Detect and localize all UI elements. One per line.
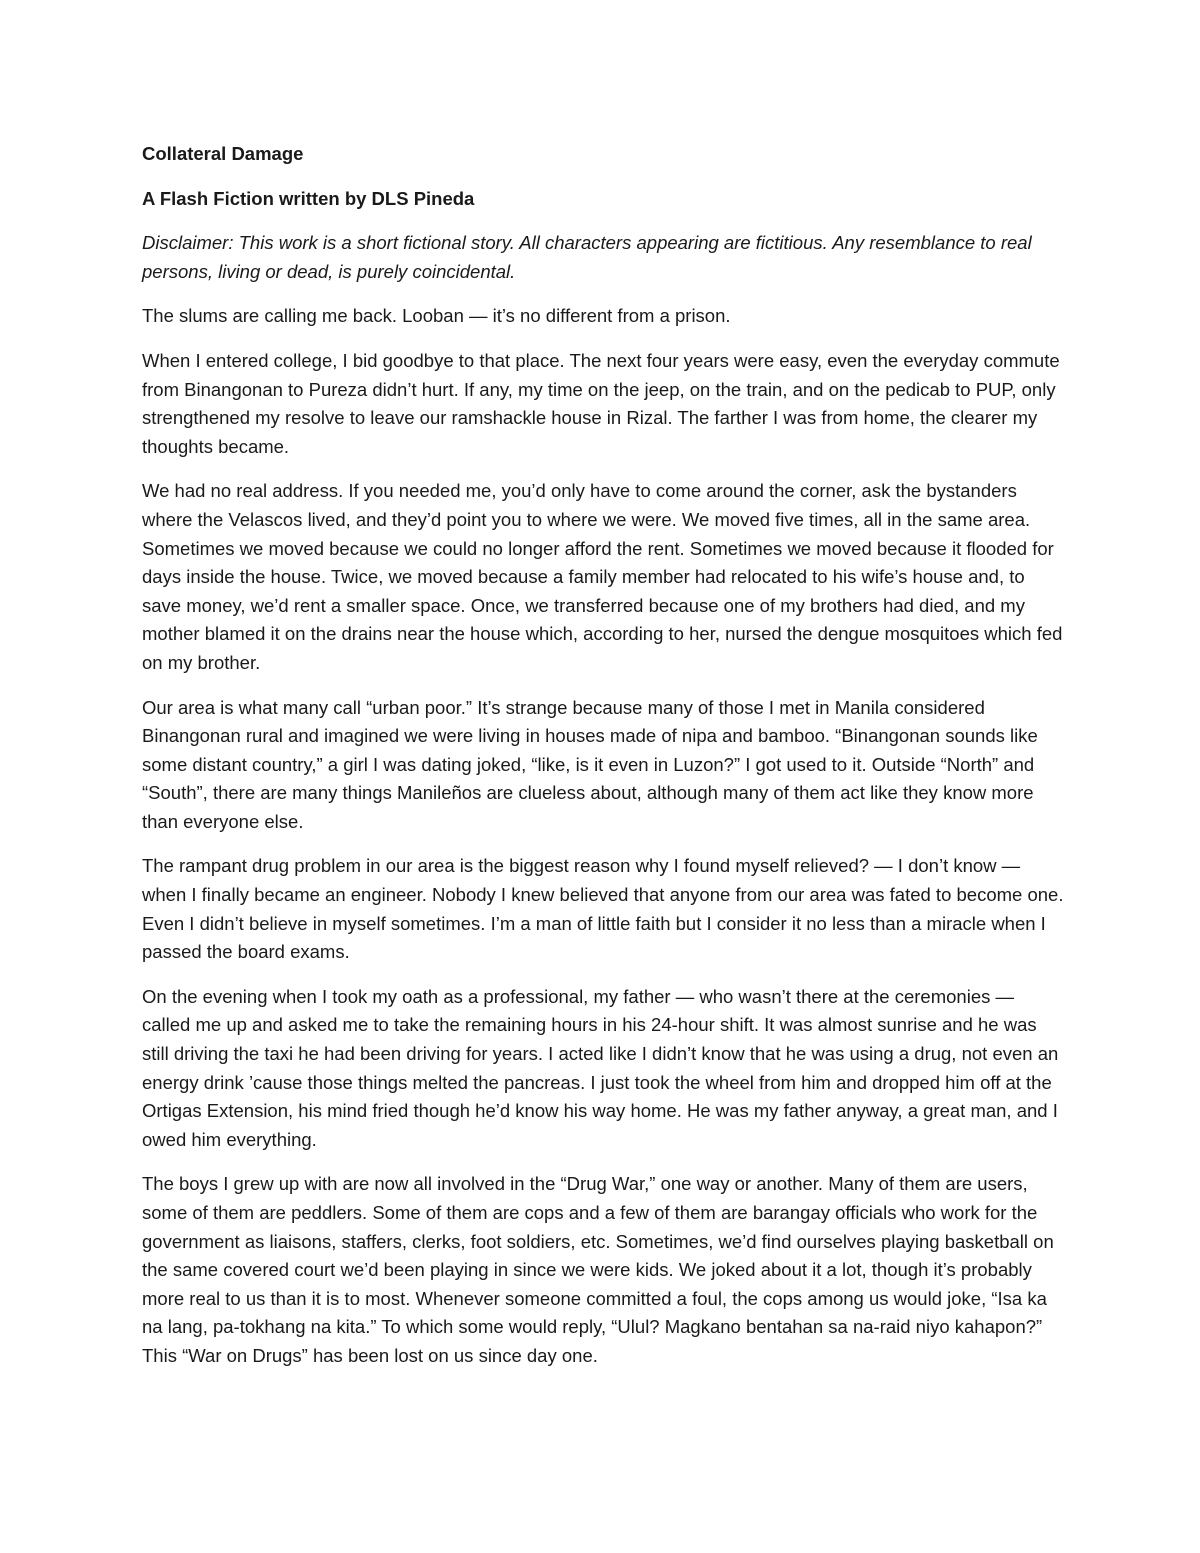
document-title: Collateral Damage [142,143,304,164]
paragraph-1: The slums are calling me back. Looban — it’s no different from a prison. [142,305,731,327]
document-page [142,140,1066,1387]
document-subtitle: A Flash Fiction written by DLS Pineda [142,187,475,209]
paragraph-4: Our area is what many call “urban poor.” It’s strange because many of those I met in Manila considered Binangonan rural and imagined we were living in houses made of nipa and bamboo. “Binangonan sounds like some distant country,” a girl I was dating joked, “like, is it even in Luzon?” I got used to it. Outside “North” and “South”, there are many things Manileños are clueless about, although many of them act like they know more than everyone else. [142,696,1038,832]
paragraph-2: When I entered college, I bid goodbye to that place. The next four years were easy, even the everyday commute from Binangonan to Pureza didn’t hurt. If any, my time on the jeep, on the train, and on the pedicab to PUP, only strengthened my resolve to leave our ramshackle house in Rizal. The farther I was from home, the clearer my thoughts became. [142,349,1060,457]
paragraph-5: The rampant drug problem in our area is the biggest reason why I found myself relieved? — I don’t know — when I finally became an engineer. Nobody I knew believed that anyone from our area was fated to become one. Even I didn’t believe in myself sometimes. I’m a man of little faith but I consider it no less than a miracle when I passed the board exams. [142,855,1064,963]
disclaimer-text: Disclaimer: This work is a short fictional story. All characters appearing are fictitious. Any resemblance to real persons, living or dead, is purely coincidental. [142,232,1032,282]
paragraph-3: We had no real address. If you needed me, you’d only have to come around the corner, ask the bystanders where the Velascos lived, and they’d point you to where we were. We moved five times, all in the same area. Sometimes we moved because we could no longer afford the rent. Sometimes we moved because it flooded for days inside the house. Twice, we moved because a family member had relocated to his wife’s house and, to save money, we’d rent a smaller space. Once, we transferred because one of my brothers had died, and my mother blamed it on the drains near the house which, according to her, nursed the dengue mosquitoes which fed on my brother. [142,480,1063,673]
paragraph-7: The boys I grew up with are now all involved in the “Drug War,” one way or another. Many of them are users, some of them are peddlers. Some of them are cops and a few of them are barangay officials who work for the government as liaisons, staffers, clerks, foot soldiers, etc. Sometimes, we’d find ourselves playing basketball on the same covered court we’d been playing in since we were kids. We joked about it a lot, though it’s probably more real to us than it is to most. Whenever someone committed a foul, the cops among us would joke, “Isa ka na lang, pa-tokhang na kita.” To which some would reply, “Ulul? Magkano bentahan sa na-raid niyo kahapon?” This “War on Drugs” has been lost on us since day one. [142,1173,1054,1366]
paragraph-6: On the evening when I took my oath as a professional, my father — who wasn’t there at the ceremonies — called me up and asked me to take the remaining hours in his 24-hour shift. It was almost sunrise and he was still driving the taxi he had been driving for years. I acted like I didn’t know that he was using a drug, not even an energy drink ’cause those things melted the pancreas. I just took the wheel from him and dropped him off at the Ortigas Extension, his mind fried though he’d know his way home. He was my father anyway, a great man, and I owed him everything. [142,985,1059,1150]
